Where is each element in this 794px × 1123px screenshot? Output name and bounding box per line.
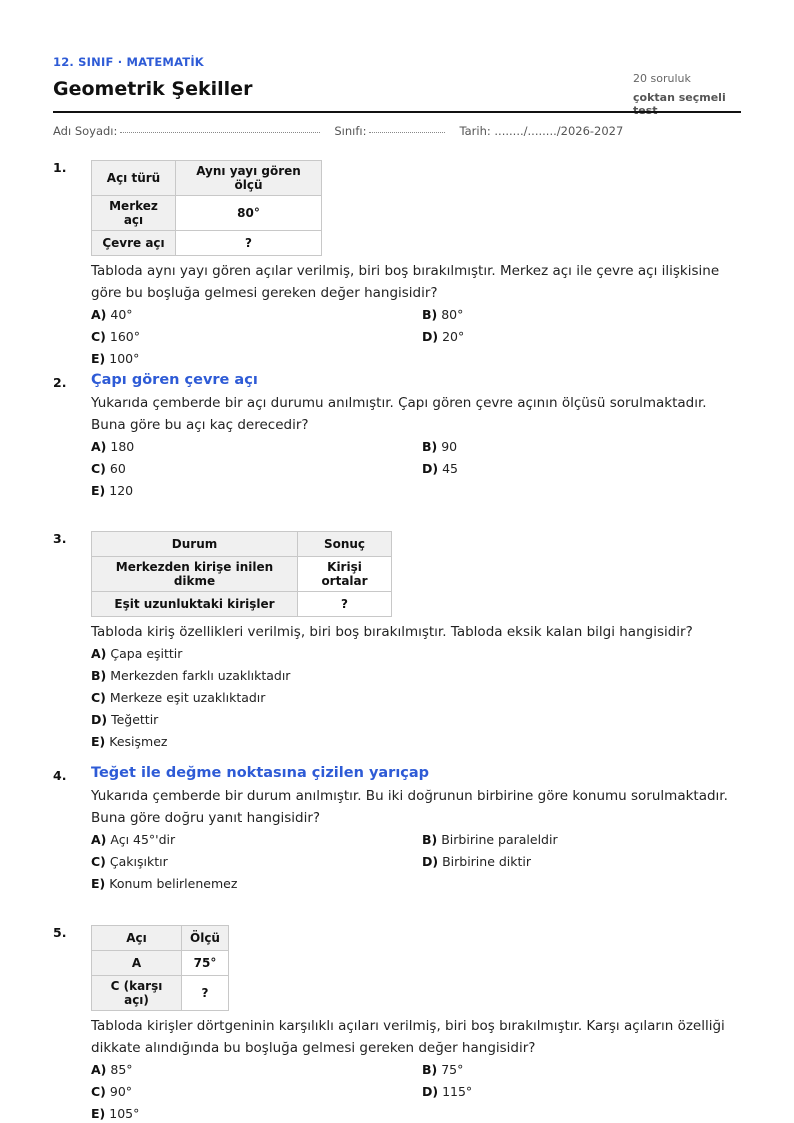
option-d[interactable]: D) 45 bbox=[422, 461, 458, 476]
page-title: Geometrik Şekiller bbox=[53, 78, 253, 100]
class-field[interactable] bbox=[369, 124, 445, 133]
table-cell: Çevre açı bbox=[92, 231, 176, 256]
question-number: 2. bbox=[53, 375, 67, 390]
table-header: Açı türü bbox=[92, 161, 176, 196]
test-type: çoktan seçmeli test bbox=[633, 91, 726, 117]
table-cell: Eşit uzunluktaki kirişler bbox=[92, 592, 298, 617]
question-number: 3. bbox=[53, 531, 67, 546]
option-a[interactable]: A) Çapa eşittir bbox=[91, 646, 183, 661]
option-c[interactable]: C) Çakışıktır bbox=[91, 854, 168, 869]
question-number: 4. bbox=[53, 768, 67, 783]
option-c[interactable]: C) Merkeze eşit uzaklıktadır bbox=[91, 690, 266, 705]
table-cell: ? bbox=[298, 592, 392, 617]
question-text: Tabloda kirişler dörtgeninin karşılıklı açıları verilmiş, biri boş bırakılmıştır. Karşı açıların özelliği dikkate alındığında bu boşluğa gelmesi gereken değer hangisidir? bbox=[91, 1018, 725, 1056]
header-divider bbox=[53, 111, 741, 113]
table-header: Durum bbox=[92, 532, 298, 557]
question-number: 1. bbox=[53, 160, 67, 175]
table-header: Açı bbox=[92, 926, 182, 951]
option-d[interactable]: D) Birbirine diktir bbox=[422, 854, 532, 869]
question-text: Yukarıda çemberde bir açı durumu anılmıştır. Çapı gören çevre açının ölçüsü sorulmaktadır. Buna göre bu açı kaç derecedir? bbox=[91, 395, 707, 433]
question-text: Tabloda kiriş özellikleri verilmiş, biri boş bırakılmıştır. Tabloda eksik kalan bilgi hangisidir? bbox=[91, 624, 693, 640]
option-b[interactable]: B) Merkezden farklı uzaklıktadır bbox=[91, 668, 291, 683]
table-cell: Merkez açı bbox=[92, 196, 176, 231]
student-info-row bbox=[53, 124, 623, 138]
name-field[interactable] bbox=[120, 124, 320, 133]
option-b[interactable]: B) 75° bbox=[422, 1062, 464, 1077]
option-a[interactable]: A) 40° bbox=[91, 307, 133, 322]
table-cell: Kirişi ortalar bbox=[298, 557, 392, 592]
option-e[interactable]: E) Kesişmez bbox=[91, 734, 168, 749]
table-cell: 80° bbox=[176, 196, 322, 231]
question-number: 5. bbox=[53, 925, 67, 940]
option-b[interactable]: B) 90 bbox=[422, 439, 458, 454]
table-cell: ? bbox=[182, 976, 229, 1011]
option-a[interactable]: A) Açı 45°'dir bbox=[91, 832, 176, 847]
question-heading: Çapı gören çevre açı bbox=[91, 372, 258, 388]
table-cell: 75° bbox=[182, 951, 229, 976]
option-c[interactable]: C) 60 bbox=[91, 461, 126, 476]
question-text: Yukarıda çemberde bir durum anılmıştır. Bu iki doğrunun birbirine göre konumu sorulmaktadır. Buna göre doğru yanıt hangisidir? bbox=[91, 788, 728, 826]
option-b[interactable]: B) 80° bbox=[422, 307, 464, 322]
date-label: Tarih: ......../......../2026-2027 bbox=[459, 124, 624, 138]
option-e[interactable]: E) 100° bbox=[91, 351, 140, 366]
option-e[interactable]: E) 120 bbox=[91, 483, 134, 498]
option-d[interactable]: D) Teğettir bbox=[91, 712, 159, 727]
option-b[interactable]: B) Birbirine paraleldir bbox=[422, 832, 558, 847]
table-header: Sonuç bbox=[298, 532, 392, 557]
question-text: Tabloda aynı yayı gören açılar verilmiş, biri boş bırakılmıştır. Merkez açı ile çevre açı ilişkisine göre bu boşluğa gelmesi gereken değer hangisidir? bbox=[91, 263, 720, 301]
table-cell: ? bbox=[176, 231, 322, 256]
option-e[interactable]: E) 105° bbox=[91, 1106, 140, 1121]
option-c[interactable]: C) 90° bbox=[91, 1084, 133, 1099]
table-cell: A bbox=[92, 951, 182, 976]
table-header: Aynı yayı gören ölçü bbox=[176, 161, 322, 196]
table-cell: C (karşı açı) bbox=[92, 976, 182, 1011]
class-label: Sınıfı: bbox=[334, 124, 367, 138]
question-table bbox=[91, 925, 229, 1011]
option-d[interactable]: D) 20° bbox=[422, 329, 465, 344]
question-table bbox=[91, 160, 322, 256]
option-d[interactable]: D) 115° bbox=[422, 1084, 473, 1099]
question-count: 20 soruluk bbox=[633, 72, 691, 85]
option-e[interactable]: E) Konum belirlenemez bbox=[91, 876, 238, 891]
grade-subject: 12. SINIF · MATEMATİK bbox=[53, 55, 204, 69]
question-heading: Teğet ile değme noktasına çizilen yarıçap bbox=[91, 765, 430, 781]
option-a[interactable]: A) 85° bbox=[91, 1062, 133, 1077]
table-cell: Merkezden kirişe inilen dikme bbox=[92, 557, 298, 592]
name-label: Adı Soyadı: bbox=[53, 124, 118, 138]
option-c[interactable]: C) 160° bbox=[91, 329, 140, 344]
question-table bbox=[91, 531, 392, 617]
table-header: Ölçü bbox=[182, 926, 229, 951]
option-a[interactable]: A) 180 bbox=[91, 439, 135, 454]
